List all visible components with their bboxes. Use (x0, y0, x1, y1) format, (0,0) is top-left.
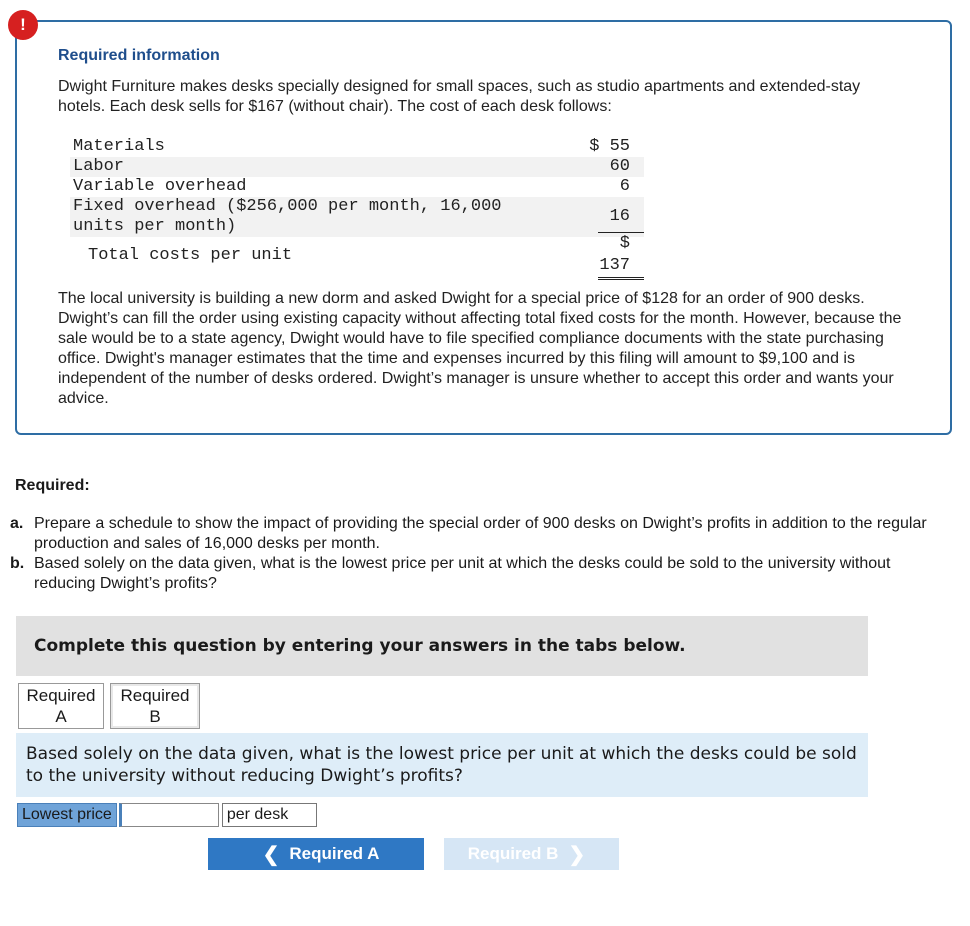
tab-required-a[interactable] (18, 683, 104, 729)
total-label: Total costs per unit (88, 246, 293, 265)
cost-value: 16 (609, 207, 630, 226)
chevron-left-icon: ❮ (262, 843, 280, 866)
chevron-right-icon: ❯ (568, 843, 586, 866)
cost-value: 60 (609, 157, 630, 176)
cost-label: Materials (73, 137, 165, 156)
unit-label: per desk (222, 803, 317, 827)
tab-label-line2: A (55, 707, 67, 726)
required-heading: Required: (15, 477, 90, 494)
required-text: Prepare a schedule to show the impact of providing the special order of 900 desks on Dwight’s profits in addition to the regular production and sales of 16,000 desks per month. (34, 515, 927, 552)
intro-paragraph: Dwight Furniture makes desks specially designed for small spaces, such as studio apartments and extended-stay hotels. Each desk sells for $167 (without chair). The cost of each desk follows: (58, 78, 861, 115)
cost-row-total (70, 234, 644, 275)
required-text: Based solely on the data given, what is the lowest price per unit at which the desks could be sold to the university without reducing Dwight’s profits? (34, 555, 891, 592)
answer-row (17, 803, 317, 827)
info-title: Required information (58, 47, 220, 64)
cost-label: Fixed overhead ($256,000 per month, 16,000 units per month) (73, 197, 502, 236)
cost-row-fixed-overhead (70, 197, 644, 237)
tab-required-b[interactable] (110, 683, 200, 729)
required-letter: b. (10, 555, 25, 572)
instruction-bar (16, 616, 868, 676)
lowest-price-label: Lowest price (17, 803, 117, 827)
required-list (10, 514, 950, 594)
cost-value: 6 (619, 177, 630, 196)
question-text: Based solely on the data given, what is the lowest price per unit at which the desks could be sold to the university without reducing Dwight’s profits? (16, 733, 868, 797)
required-item-b (10, 554, 950, 594)
next-button-label: Required B (467, 844, 559, 863)
cost-label: Variable overhead (73, 177, 247, 196)
prev-required-a-button[interactable] (208, 838, 424, 870)
lowest-price-input[interactable] (119, 803, 219, 827)
cost-row-variable-overhead (70, 177, 644, 197)
prev-button-label: Required A (289, 844, 380, 863)
required-letter: a. (10, 515, 24, 532)
tab-bar (18, 683, 206, 729)
tab-label-line2: B (149, 707, 161, 726)
cost-value: $ 55 (589, 137, 630, 156)
tab-label-line1: Required (26, 686, 96, 705)
scenario-paragraph: The local university is building a new dorm and asked Dwight for a special price of $128 for an order of 900 desks. Dwight’s can fill the order using existing capacity without affecting total fixed costs for the month. However, because the sale would be to a state agency, Dwight would have to file specified compliance documents with the state purchasing office. Dwight's manager estimates that the time and expenses incurred by this filing will amount to $9,100 and is independent of the number of desks ordered. Dwight’s manager is unsure whether to accept this order and wants your advice. (58, 290, 902, 407)
cost-table (70, 137, 644, 275)
cost-row-labor (70, 157, 644, 177)
next-required-b-button[interactable] (444, 838, 619, 870)
cost-label: Labor (73, 157, 125, 176)
required-item-a (10, 514, 950, 554)
tab-label-line1: Required (120, 686, 190, 705)
alert-icon: ! (8, 10, 38, 40)
total-value: $ 137 (598, 232, 644, 280)
cost-row-materials (70, 137, 644, 157)
instruction-text: Complete this question by entering your answers in the tabs below. (34, 636, 686, 656)
